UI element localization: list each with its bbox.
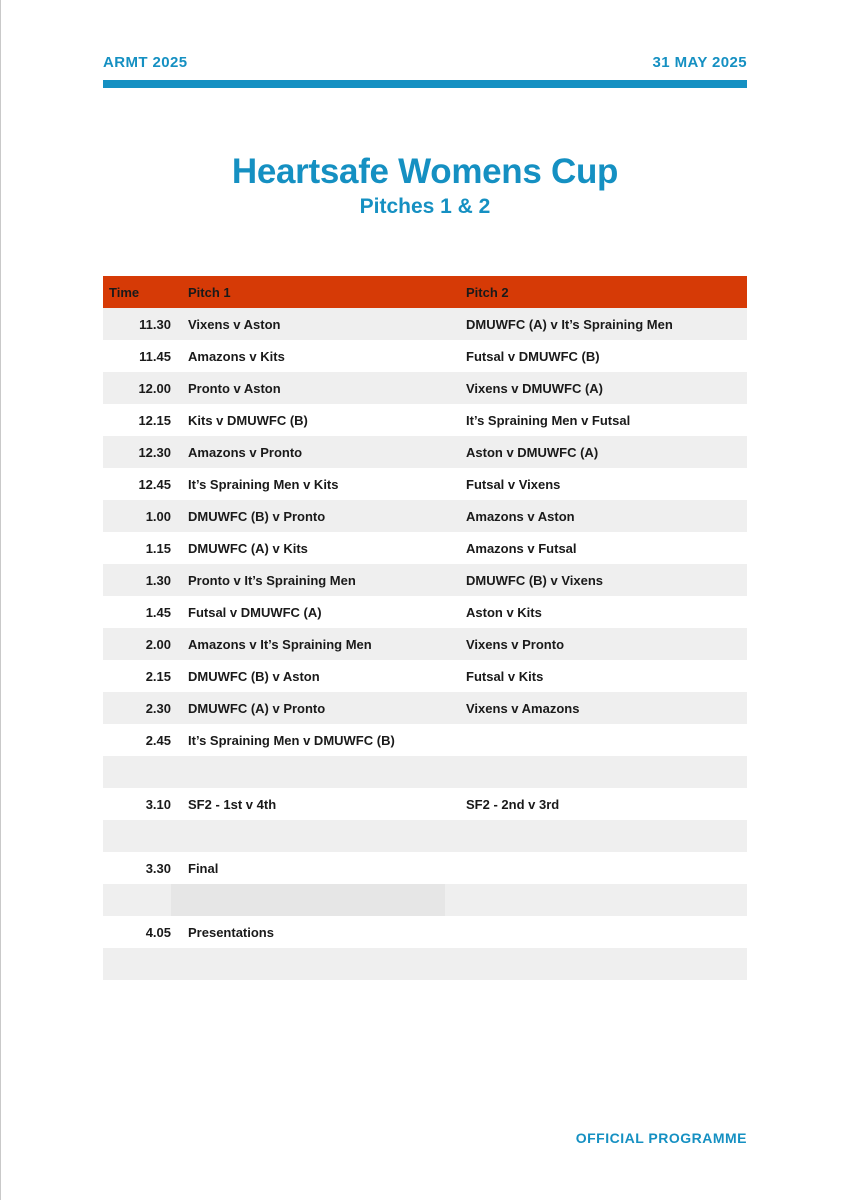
pitch-2-cell: Vixens v Pronto: [466, 636, 565, 652]
table-row: [103, 628, 747, 660]
time-cell: 12.45: [138, 476, 171, 492]
column-header-pitch-1: Pitch 1: [188, 284, 231, 300]
column-header-pitch-2: Pitch 2: [466, 284, 509, 300]
pitch-1-cell: DMUWFC (B) v Pronto: [188, 508, 326, 524]
table-row: [103, 404, 747, 436]
time-cell: 2.15: [145, 668, 171, 684]
time-cell: 1.15: [145, 540, 171, 556]
pitch-2-cell: Aston v Kits: [466, 604, 542, 620]
pitch-1-cell: Pronto v It’s Spraining Men: [188, 572, 356, 588]
pitch-1-cell: SF2 - 1st v 4th: [188, 796, 277, 812]
pitch-2-cell: Futsal v DMUWFC (B): [466, 348, 600, 364]
time-cell: 2.00: [145, 636, 171, 652]
table-row: [103, 820, 747, 852]
pitch-1-cell: [171, 884, 445, 916]
pitch-1-cell: DMUWFC (A) v Pronto: [188, 700, 326, 716]
table-row: [103, 596, 747, 628]
table-row: [103, 308, 747, 340]
table-row: [103, 340, 747, 372]
pitch-2-cell: Vixens v Amazons: [466, 700, 580, 716]
time-cell: 12.00: [138, 380, 171, 396]
pitch-1-cell: Amazons v Kits: [188, 348, 285, 364]
pitch-1-cell: [171, 948, 445, 980]
pitch-2-cell: DMUWFC (A) v It’s Spraining Men: [466, 316, 673, 332]
pitch-1-cell: Amazons v Pronto: [188, 444, 303, 460]
pitch-2-cell: [445, 724, 747, 756]
footer-label: OFFICIAL PROGRAMME: [575, 1130, 747, 1146]
pitch-1-cell: Kits v DMUWFC (B): [188, 412, 308, 428]
pitch-2-cell: Amazons v Futsal: [466, 540, 577, 556]
column-header-time: Time: [109, 284, 140, 300]
table-row: [103, 564, 747, 596]
table-header-row: [103, 276, 747, 308]
table-row: [103, 724, 747, 756]
time-cell: 4.05: [145, 924, 171, 940]
pitch-2-cell: SF2 - 2nd v 3rd: [466, 796, 560, 812]
table-row: [103, 500, 747, 532]
table-row: [103, 692, 747, 724]
pitch-2-cell: [445, 884, 747, 916]
time-cell: 3.30: [145, 860, 171, 876]
header-rule: [103, 80, 747, 88]
event-name: ARMT 2025: [103, 53, 188, 71]
time-cell: 3.10: [145, 796, 171, 812]
page-subtitle: Pitches 1 & 2: [359, 195, 491, 218]
pitch-2-cell: Vixens v DMUWFC (A): [466, 380, 603, 396]
time-cell: 12.15: [138, 412, 171, 428]
page-header: [103, 52, 747, 72]
pitch-1-cell: Final: [188, 860, 219, 876]
page-title: Heartsafe Womens Cup: [231, 152, 619, 191]
pitch-1-cell: [171, 756, 445, 788]
pitch-1-cell: Amazons v It’s Spraining Men: [188, 636, 372, 652]
pitch-2-cell: DMUWFC (B) v Vixens: [466, 572, 603, 588]
pitch-2-cell: [445, 756, 747, 788]
pitch-2-cell: [445, 820, 747, 852]
table-row: [103, 916, 747, 948]
pitch-1-cell: Futsal v DMUWFC (A): [188, 604, 322, 620]
pitch-2-cell: Aston v DMUWFC (A): [466, 444, 599, 460]
time-cell: 2.30: [145, 700, 171, 716]
pitch-1-cell: Pronto v Aston: [188, 380, 281, 396]
pitch-1-cell: It’s Spraining Men v Kits: [188, 476, 339, 492]
table-row: [103, 852, 747, 884]
pitch-2-cell: [445, 948, 747, 980]
table-row: [103, 372, 747, 404]
time-cell: 12.30: [138, 444, 171, 460]
pitch-2-cell: It’s Spraining Men v Futsal: [466, 412, 631, 428]
table-row: [103, 884, 747, 916]
pitch-2-cell: Futsal v Kits: [466, 668, 544, 684]
table-row: [103, 660, 747, 692]
time-cell: 2.45: [145, 732, 171, 748]
pitch-1-cell: [171, 820, 445, 852]
time-cell: 1.30: [145, 572, 171, 588]
pitch-1-cell: Vixens v Aston: [188, 316, 281, 332]
table-row: [103, 436, 747, 468]
schedule-table: [103, 276, 747, 980]
pitch-2-cell: Amazons v Aston: [466, 508, 575, 524]
pitch-2-cell: [445, 852, 747, 884]
time-cell: 1.00: [145, 508, 171, 524]
pitch-1-cell: DMUWFC (A) v Kits: [188, 540, 308, 556]
table-row: [103, 468, 747, 500]
table-row: [103, 532, 747, 564]
time-cell: 11.45: [139, 348, 171, 364]
table-row: [103, 788, 747, 820]
time-cell: 11.30: [139, 316, 171, 332]
pitch-1-cell: It’s Spraining Men v DMUWFC (B): [188, 732, 395, 748]
pitch-2-cell: [445, 916, 747, 948]
time-cell: 1.45: [145, 604, 171, 620]
pitch-2-cell: Futsal v Vixens: [466, 476, 561, 492]
table-row: [103, 948, 747, 980]
pitch-1-cell: Presentations: [188, 924, 274, 940]
pitch-1-cell: DMUWFC (B) v Aston: [188, 668, 320, 684]
table-row: [103, 756, 747, 788]
event-date: 31 MAY 2025: [652, 53, 747, 71]
